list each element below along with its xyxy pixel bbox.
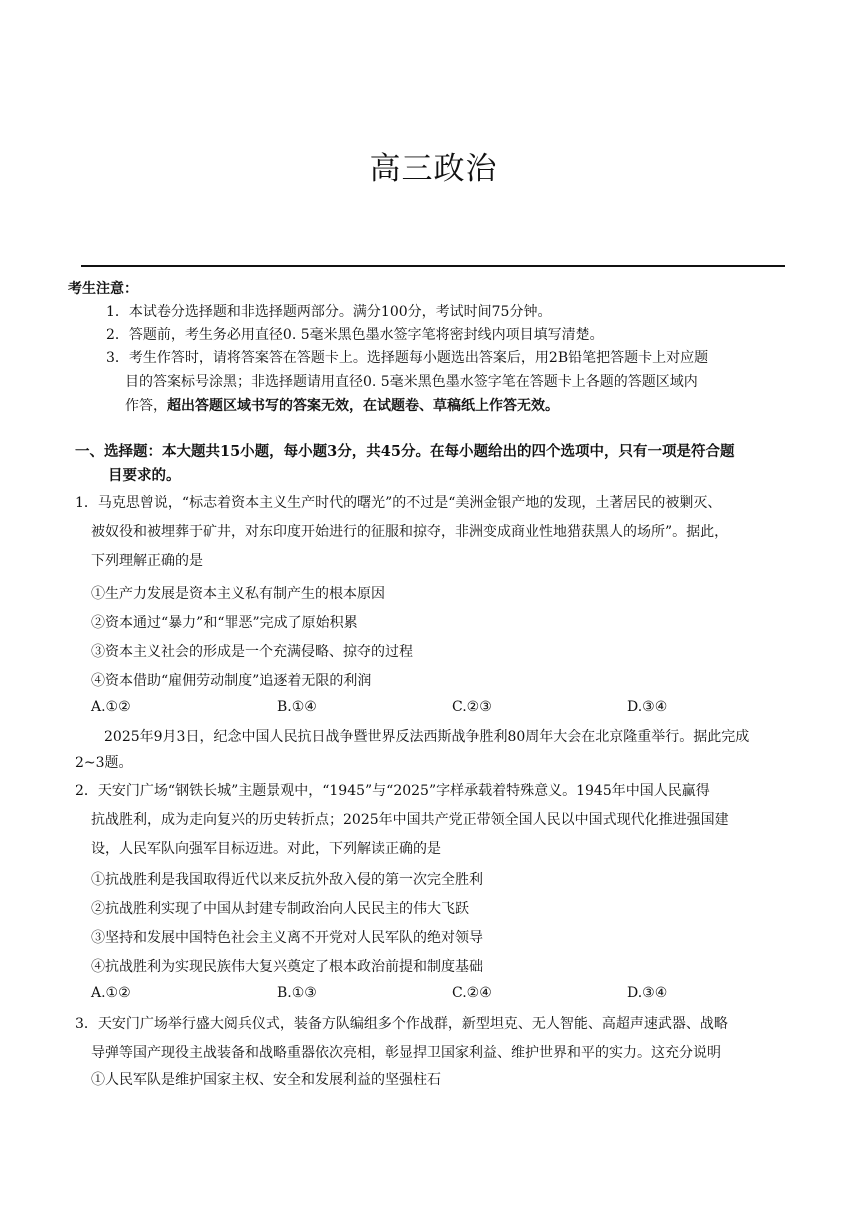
question-3-statement-1: ①人民军队是维护国家主权、安全和发展利益的坚强柱石 xyxy=(91,1072,441,1088)
question-1-statement-4: ④资本借助“雇佣劳动制度”追逐着无限的利润 xyxy=(91,673,372,689)
notice-heading: 考生注意： xyxy=(68,281,138,297)
question-1-statement-1: ①生产力发展是资本主义私有制产生的根本原因 xyxy=(91,586,385,602)
question-1-line-1: 1．马克思曾说，“标志着资本主义生产时代的曙光”的不过是“美洲金银产地的发现，土著居民的被剿灭、 xyxy=(75,495,722,511)
section-heading-line-2: 目要求的。 xyxy=(108,467,181,484)
notice-item-3-line-1: 3．考生作答时，请将答案答在答题卡上。选择题每小题选出答案后，用2B铅笔把答题卡上对应题 xyxy=(106,350,709,366)
question-1-option-c: C.②③ xyxy=(452,699,492,715)
question-3-line-1: 3．天安门广场举行盛大阅兵仪式，装备方队编组多个作战群，新型坦克、无人智能、高超声速武器、战略 xyxy=(75,1016,728,1032)
question-2-statement-2: ②抗战胜利实现了中国从封建专制政治向人民民主的伟大飞跃 xyxy=(91,901,469,917)
question-2-option-c: C.②④ xyxy=(452,985,492,1001)
question-3-line-2: 导弹等国产现役主战装备和战略重器依次亮相，彰显捍卫国家利益、维护世界和平的实力。这充分说明 xyxy=(91,1045,721,1061)
question-2-line-2: 抗战胜利，成为走向复兴的历史转折点；2025年中国共产党正带领全国人民以中国式现代化推进强国建 xyxy=(91,812,729,828)
question-2-option-d: D.③④ xyxy=(627,985,668,1001)
question-1-option-b: B.①④ xyxy=(277,699,317,715)
question-1-statement-3: ③资本主义社会的形成是一个充满侵略、掠夺的过程 xyxy=(91,644,413,660)
question-2-line-1: 2．天安门广场“钢铁长城”主题景观中，“1945”与“2025”字样承载着特殊意义。1945年中国人民赢得 xyxy=(75,783,710,799)
material-intro-line-1: 2025年9月3日，纪念中国人民抗日战争暨世界反法西斯战争胜利80周年大会在北京隆重举行。据此完成 xyxy=(104,729,750,745)
question-1-line-3: 下列理解正确的是 xyxy=(91,553,203,569)
question-1-line-2: 被奴役和被埋葬于矿井，对东印度开始进行的征服和掠夺，非洲变成商业性地猎获黑人的场所”。据此， xyxy=(91,524,729,540)
question-1-option-d: D.③④ xyxy=(627,699,668,715)
question-1-statement-2: ②资本通过“暴力”和“罪恶”完成了原始积累 xyxy=(91,615,358,631)
question-2-statement-3: ③坚持和发展中国特色社会主义离不开党对人民军队的绝对领导 xyxy=(91,930,483,946)
notice-item-3-line-2: 目的答案标号涂黑；非选择题请用直径0. 5毫米黑色墨水签字笔在答题卡上各题的答题区域内 xyxy=(125,374,698,390)
notice-item-3-emphasis: 超出答题区域书写的答案无效，在试题卷、草稿纸上作答无效。 xyxy=(167,398,559,414)
question-1-option-a: A.①② xyxy=(91,699,131,715)
question-2-statement-1: ①抗战胜利是我国取得近代以来反抗外敌入侵的第一次完全胜利 xyxy=(91,872,483,888)
question-2-statement-4: ④抗战胜利为实现民族伟大复兴奠定了根本政治前提和制度基础 xyxy=(91,959,483,975)
page-title: 高三政治 xyxy=(369,151,498,187)
notice-item-3-line-3 xyxy=(125,395,559,415)
question-2-option-b: B.①③ xyxy=(277,985,317,1001)
question-2-line-3: 设，人民军队向强军目标迈进。对此，下列解读正确的是 xyxy=(91,841,441,857)
question-2-option-a: A.①② xyxy=(91,985,131,1001)
notice-item-2: 2．答题前，考生务必用直径0. 5毫米黑色墨水签字笔将密封线内项目填写清楚。 xyxy=(106,327,604,343)
notice-item-1: 1．本试卷分选择题和非选择题两部分。满分100分，考试时间75分钟。 xyxy=(106,304,552,320)
notice-item-3-prefix: 作答， xyxy=(125,398,167,414)
title-divider xyxy=(81,265,785,267)
section-heading-line-1: 一、选择题：本大题共15小题，每小题3分，共45分。在每小题给出的四个选项中，只有一项是符合题 xyxy=(75,443,735,460)
material-intro-line-2: 2~3题。 xyxy=(75,755,133,771)
